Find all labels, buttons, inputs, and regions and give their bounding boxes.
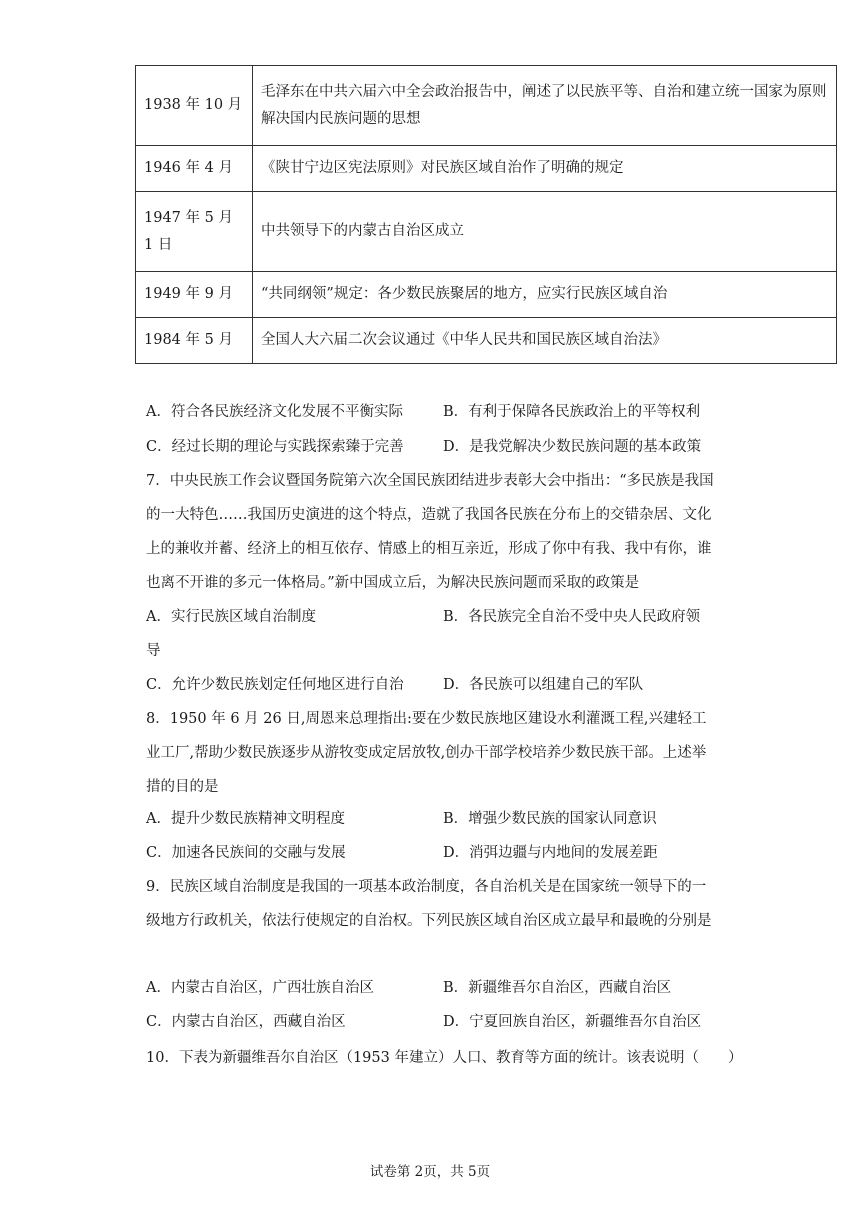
table-row: [136, 66, 837, 146]
q9-option-c: C．内蒙古自治区，西藏自治区: [146, 1014, 346, 1030]
q9-option-d: D．宁夏回族自治区，新疆维吾尔自治区: [443, 1014, 702, 1030]
table-cell-date: 1938 年 10 月: [136, 66, 253, 146]
table-cell-event: 毛泽东在中共六届六中全会政治报告中，阐述了以民族平等、自治和建立统一国家为原则解决国内民族问题的思想: [253, 66, 837, 146]
q8-option-b: B．增强少数民族的国家认同意识: [443, 811, 657, 827]
q8-option-c: C．加速各民族间的交融与发展: [146, 845, 346, 861]
q10-stem: 10．下表为新疆维吾尔自治区（1953 年建立）人口、教育等方面的统计。该表说明（ ）: [146, 1050, 743, 1066]
table-cell-event: 《陕甘宁边区宪法原则》对民族区域自治作了明确的规定: [253, 146, 837, 192]
table-cell-event: 全国人大六届二次会议通过《中华人民共和国民族区域自治法》: [253, 318, 837, 364]
q9-stem: 9．民族区域自治制度是我国的一项基本政治制度，各自治机关是在国家统一领导下的一级地方行政机关，依法行使规定的自治权。下列民族区域自治区成立最早和最晚的分别是: [146, 879, 712, 929]
table-row: [136, 192, 837, 272]
q8-stem: 8．1950 年 6 月 26 日,周恩来总理指出:要在少数民族地区建设水利灌溉工程,兴建轻工业工厂,帮助少数民族逐步从游牧变成定居放牧,创办干部学校培养少数民族干部。上述举措的目的是: [146, 711, 707, 795]
q9-option-b: B．新疆维吾尔自治区，西藏自治区: [443, 980, 672, 996]
table-cell-date: 1949 年 9 月: [136, 272, 253, 318]
q7-option-b: B．各民族完全自治不受中央人民政府领: [443, 609, 701, 625]
page-footer: 试卷第 2页，共 5页: [369, 1164, 491, 1180]
table-cell-date: 1984 年 5 月: [136, 318, 253, 364]
q6-option-b: B．有利于保障各民族政治上的平等权利: [443, 404, 701, 420]
table-row: [136, 272, 837, 318]
q7-stem: 7．中央民族工作会议暨国务院第六次全国民族团结进步表彰大会中指出：“多民族是我国的一大特色……我国历史演进的这个特点，造就了我国各民族在分布上的交错杂居、文化上的兼收并蓄、经济上的相互依存、情感上的相互亲近，形成了你中有我、我中有你，谁也离不开谁的多元一体格局。”新中国成立后，为解决民族问题而采取的政策是: [146, 473, 714, 591]
q7-option-b-cont: 导: [146, 643, 161, 659]
table-cell-date: 1947 年 5 月 1 日: [136, 192, 253, 272]
table-cell-date: 1946 年 4 月: [136, 146, 253, 192]
table-cell-event: 中共领导下的内蒙古自治区成立: [253, 192, 837, 272]
table-row: [136, 318, 837, 364]
q8-option-a: A．提升少数民族精神文明程度: [146, 811, 345, 827]
q8-option-d: D．消弭边疆与内地间的发展差距: [443, 845, 658, 861]
table-row: [136, 146, 837, 192]
history-events-table: [135, 65, 837, 364]
q7-option-d: D．各民族可以组建自己的军队: [443, 677, 644, 693]
q6-option-a: A．符合各民族经济文化发展不平衡实际: [146, 404, 403, 420]
table-cell-event: “共同纲领”规定：各少数民族聚居的地方，应实行民族区域自治: [253, 272, 837, 318]
q7-option-c: C．允许少数民族划定任何地区进行自治: [146, 677, 404, 693]
q9-option-a: A．内蒙古自治区，广西壮族自治区: [146, 980, 374, 996]
q6-option-c: C．经过长期的理论与实践探索臻于完善: [146, 439, 404, 455]
q6-option-d: D．是我党解决少数民族问题的基本政策: [443, 439, 702, 455]
q7-option-a: A．实行民族区域自治制度: [146, 609, 316, 625]
